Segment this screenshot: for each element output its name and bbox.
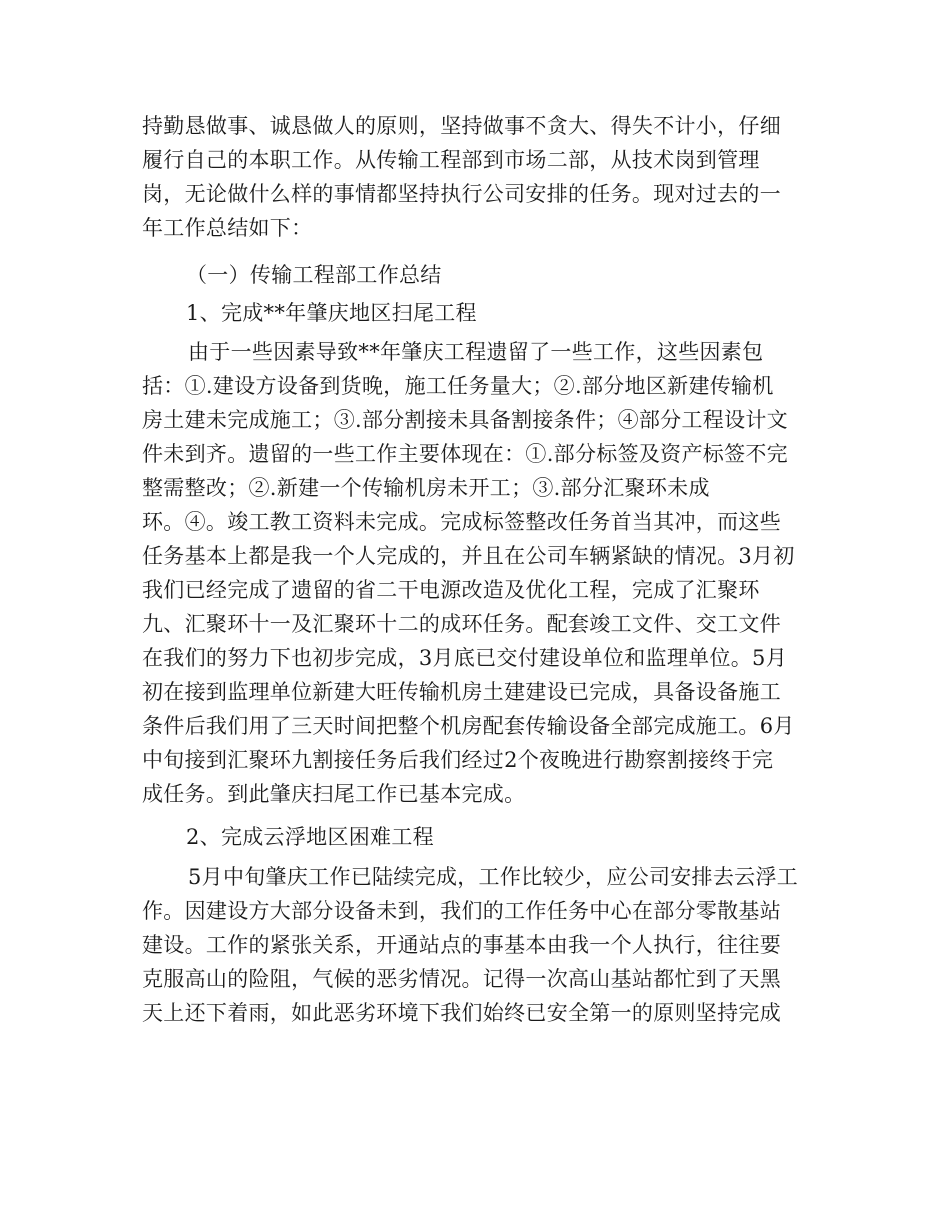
paragraph-line: 5月中旬肇庆工作已陆续完成，工作比较少，应公司安排去云浮工 xyxy=(188,865,799,889)
paragraph-line: 九、汇聚环十一及汇聚环十二的成环任务。配套竣工文件、交工文件 xyxy=(142,612,781,636)
paragraph-line: 成任务。到此肇庆扫尾工作已基本完成。 xyxy=(142,782,526,806)
paragraph-line: 克服高山的险阻，气候的恶劣情况。记得一次高山基站都忙到了天黑 xyxy=(142,967,781,991)
paragraph-line: 天上还下着雨，如此恶劣环境下我们始终已安全第一的原则坚持完成 xyxy=(142,1001,781,1025)
paragraph-line: 条件后我们用了三天时间把整个机房配套传输设备全部完成施工。6月 xyxy=(142,714,795,738)
subsection-heading: 2、完成云浮地区困难工程 xyxy=(186,825,434,849)
paragraph-line: 房土建未完成施工；③.部分割接未具备割接条件；④部分工程设计文 xyxy=(142,408,788,432)
paragraph-line: 作。因建设方大部分设备未到，我们的工作任务中心在部分零散基站 xyxy=(142,899,781,923)
paragraph-line: 中旬接到汇聚环九割接任务后我们经过2个夜晚进行勘察割接终于完 xyxy=(142,748,774,772)
paragraph-line: 履行自己的本职工作。从传输工程部到市场二部，从技术岗到管理 xyxy=(142,148,760,172)
paragraph-line: 初在接到监理单位新建大旺传输机房土建建设已完成，具备设备施工 xyxy=(142,680,781,704)
section-heading: （一）传输工程部工作总结 xyxy=(186,263,442,287)
paragraph-line: 持勤恳做事、诚恳做人的原则，坚持做事不贪大、得失不计小，仔细 xyxy=(142,114,781,138)
paragraph-line: 件未到齐。遗留的一些工作主要体现在：①.部分标签及资产标签不完 xyxy=(142,442,788,466)
paragraph-line: 年工作总结如下： xyxy=(142,216,313,240)
paragraph-line: 我们已经完成了遗留的省二干电源改造及优化工程，完成了汇聚环 xyxy=(142,578,760,602)
paragraph-line: 环。④。竣工教工资料未完成。完成标签整改任务首当其冲，而这些 xyxy=(142,510,781,534)
paragraph-line: 整需整改；②.新建一个传输机房未开工；③.部分汇聚环未成 xyxy=(142,476,710,500)
paragraph-line: 岗，无论做什么样的事情都坚持执行公司安排的任务。现对过去的一 xyxy=(142,182,781,206)
paragraph-line: 建设。工作的紧张关系，开通站点的事基本由我一个人执行，往往要 xyxy=(142,933,781,957)
paragraph-line: 在我们的努力下也初步完成，3月底已交付建设单位和监理单位。5月 xyxy=(142,646,788,670)
paragraph-line: 由于一些因素导致**年肇庆工程遗留了一些工作，这些因素包 xyxy=(188,340,764,364)
subsection-heading: 1、完成**年肇庆地区扫尾工程 xyxy=(186,301,477,325)
paragraph-line: 括：①.建设方设备到货晚，施工任务量大；②.部分地区新建传输机 xyxy=(142,374,774,398)
paragraph-line: 任务基本上都是我一个人完成的，并且在公司车辆紧缺的情况。3月初 xyxy=(142,544,795,568)
